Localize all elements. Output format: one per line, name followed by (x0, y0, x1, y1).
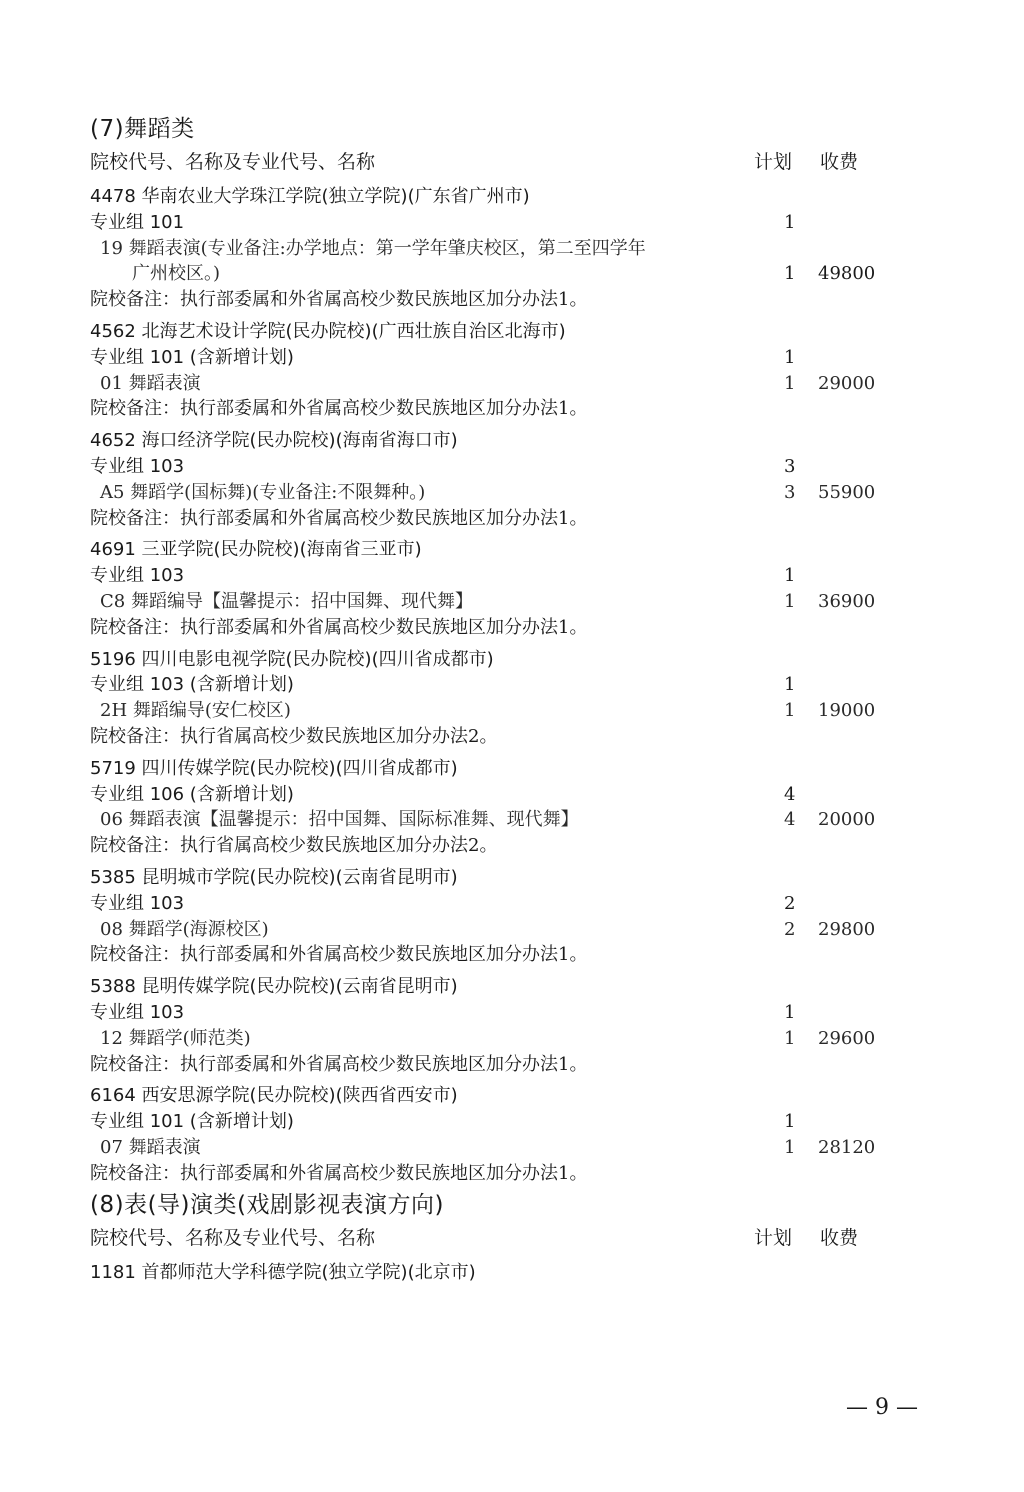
major-label: 06 舞蹈表演【温馨提示：招中国舞、国际标准舞、现代舞】 (100, 809, 579, 831)
header-fee: 收费 (820, 1227, 859, 1250)
group-plan: 2 (784, 892, 796, 914)
major-fee: 19000 (818, 700, 876, 722)
major-plan: 3 (784, 481, 796, 503)
school-name: 5388 昆明传媒学院(民办院校)(云南省昆明市) (90, 976, 458, 998)
page-number: — 9 — (846, 1395, 918, 1420)
school-name: 1181 首都师范大学科德学院(独立学院)(北京市) (90, 1262, 476, 1284)
major-fee: 29800 (818, 918, 876, 940)
group-row (90, 454, 950, 480)
major-row (90, 589, 950, 615)
school-name: 5719 四川传媒学院(民办院校)(四川省成都市) (90, 757, 458, 779)
major-label: 19 舞蹈表演(专业备注:办学地点：第一学年肇庆校区，第二至四学年 (100, 237, 646, 259)
major-plan: 2 (784, 918, 796, 940)
group-plan: 1 (784, 1001, 796, 1023)
group-row (90, 563, 950, 589)
group-plan: 1 (784, 565, 796, 587)
major-label: 08 舞蹈学(海源校区) (100, 918, 269, 940)
major-fee: 29600 (818, 1027, 876, 1049)
group-plan: 1 (784, 1111, 796, 1133)
major-row (90, 1026, 950, 1052)
school-name: 4478 华南农业大学珠江学院(独立学院)(广东省广州市) (90, 186, 530, 207)
group-label: 专业组 103 (含新增计划) (90, 674, 294, 696)
header-plan: 计划 (754, 1227, 793, 1250)
major-row (90, 371, 950, 397)
school-block (90, 184, 950, 313)
school-block (90, 647, 950, 750)
major-label: 12 舞蹈学(师范类) (100, 1027, 251, 1049)
group-plan: 1 (784, 211, 796, 233)
group-label: 专业组 101 (90, 211, 185, 233)
major-label: 07 舞蹈表演 (100, 1136, 201, 1158)
school-note: 院校备注：执行部委属和外省属高校少数民族地区加分办法1。 (90, 398, 588, 420)
school-block (90, 1083, 950, 1186)
group-row (90, 210, 950, 236)
major-plan: 1 (784, 372, 796, 394)
school-block (90, 319, 950, 422)
major-plan: 1 (784, 700, 796, 722)
group-plan: 1 (784, 674, 796, 696)
group-row (90, 1000, 950, 1026)
group-label: 专业组 103 (90, 1001, 185, 1023)
major-row-continued (90, 261, 950, 287)
group-label: 专业组 103 (90, 455, 185, 477)
major-label: A5 舞蹈学(国标舞)(专业备注:不限舞种。) (100, 481, 426, 503)
major-plan: 1 (784, 590, 796, 612)
major-label: C8 舞蹈编导【温馨提示：招中国舞、现代舞】 (100, 590, 473, 612)
school-note: 院校备注：执行省属高校少数民族地区加分办法2。 (90, 835, 498, 857)
school-block (90, 865, 950, 968)
school-block (90, 1260, 950, 1286)
school-name: 4562 北海艺术设计学院(民办院校)(广西壮族自治区北海市) (90, 320, 566, 342)
group-plan: 4 (784, 783, 796, 805)
group-row (90, 782, 950, 808)
major-row (90, 480, 950, 506)
school-block (90, 428, 950, 531)
school-note: 院校备注：执行省属高校少数民族地区加分办法2。 (90, 725, 498, 747)
header-label: 院校代号、名称及专业代号、名称 (90, 151, 376, 173)
page-content (90, 112, 950, 1286)
group-row (90, 345, 950, 371)
major-fee: 28120 (818, 1136, 876, 1158)
group-row (90, 672, 950, 698)
school-name: 5196 四川电影电视学院(民办院校)(四川省成都市) (90, 648, 494, 670)
group-plan: 1 (784, 346, 796, 368)
major-row (90, 917, 950, 943)
major-row (90, 698, 950, 724)
school-block (90, 537, 950, 640)
school-name: 5385 昆明城市学院(民办院校)(云南省昆明市) (90, 866, 458, 888)
school-note: 院校备注：执行部委属和外省属高校少数民族地区加分办法1。 (90, 289, 588, 311)
school-name: 4691 三亚学院(民办院校)(海南省三亚市) (90, 539, 422, 561)
school-block (90, 974, 950, 1077)
group-label: 专业组 103 (90, 892, 185, 914)
group-row (90, 891, 950, 917)
school-note: 院校备注：执行部委属和外省属高校少数民族地区加分办法1。 (90, 1162, 588, 1184)
group-label: 专业组 106 (含新增计划) (90, 783, 294, 805)
school-note: 院校备注：执行部委属和外省属高校少数民族地区加分办法1。 (90, 507, 588, 529)
table-header (90, 146, 950, 178)
major-fee: 20000 (818, 809, 876, 831)
school-block (90, 756, 950, 859)
group-row (90, 1109, 950, 1135)
school-name: 6164 西安思源学院(民办院校)(陕西省西安市) (90, 1085, 458, 1107)
major-label: 01 舞蹈表演 (100, 372, 201, 394)
major-plan: 1 (784, 263, 796, 285)
major-fee: 55900 (818, 481, 876, 503)
group-plan: 3 (784, 455, 796, 477)
school-note: 院校备注：执行部委属和外省属高校少数民族地区加分办法1。 (90, 1053, 588, 1075)
major-row (90, 807, 950, 833)
header-plan: 计划 (754, 151, 793, 173)
major-row (90, 236, 950, 262)
school-name: 4652 海口经济学院(民办院校)(海南省海口市) (90, 430, 458, 452)
header-label: 院校代号、名称及专业代号、名称 (90, 1227, 376, 1250)
header-fee: 收费 (820, 151, 859, 173)
group-label: 专业组 101 (含新增计划) (90, 1111, 294, 1133)
table-header (90, 1222, 950, 1254)
section-title-dance: (7)舞蹈类 (90, 116, 195, 142)
major-fee: 29000 (818, 372, 876, 394)
school-note: 院校备注：执行部委属和外省属高校少数民族地区加分办法1。 (90, 616, 588, 638)
major-label-continued: 广州校区。) (132, 263, 221, 285)
group-label: 专业组 101 (含新增计划) (90, 346, 294, 368)
group-label: 专业组 103 (90, 565, 185, 587)
major-row (90, 1135, 950, 1161)
section-title-acting: (8)表(导)演类(戏剧影视表演方向) (90, 1192, 444, 1219)
major-fee: 49800 (818, 263, 876, 285)
major-label: 2H 舞蹈编导(安仁校区) (100, 700, 291, 722)
major-plan: 4 (784, 809, 796, 831)
major-plan: 1 (784, 1027, 796, 1049)
school-note: 院校备注：执行部委属和外省属高校少数民族地区加分办法1。 (90, 944, 588, 966)
major-plan: 1 (784, 1136, 796, 1158)
major-fee: 36900 (818, 590, 876, 612)
